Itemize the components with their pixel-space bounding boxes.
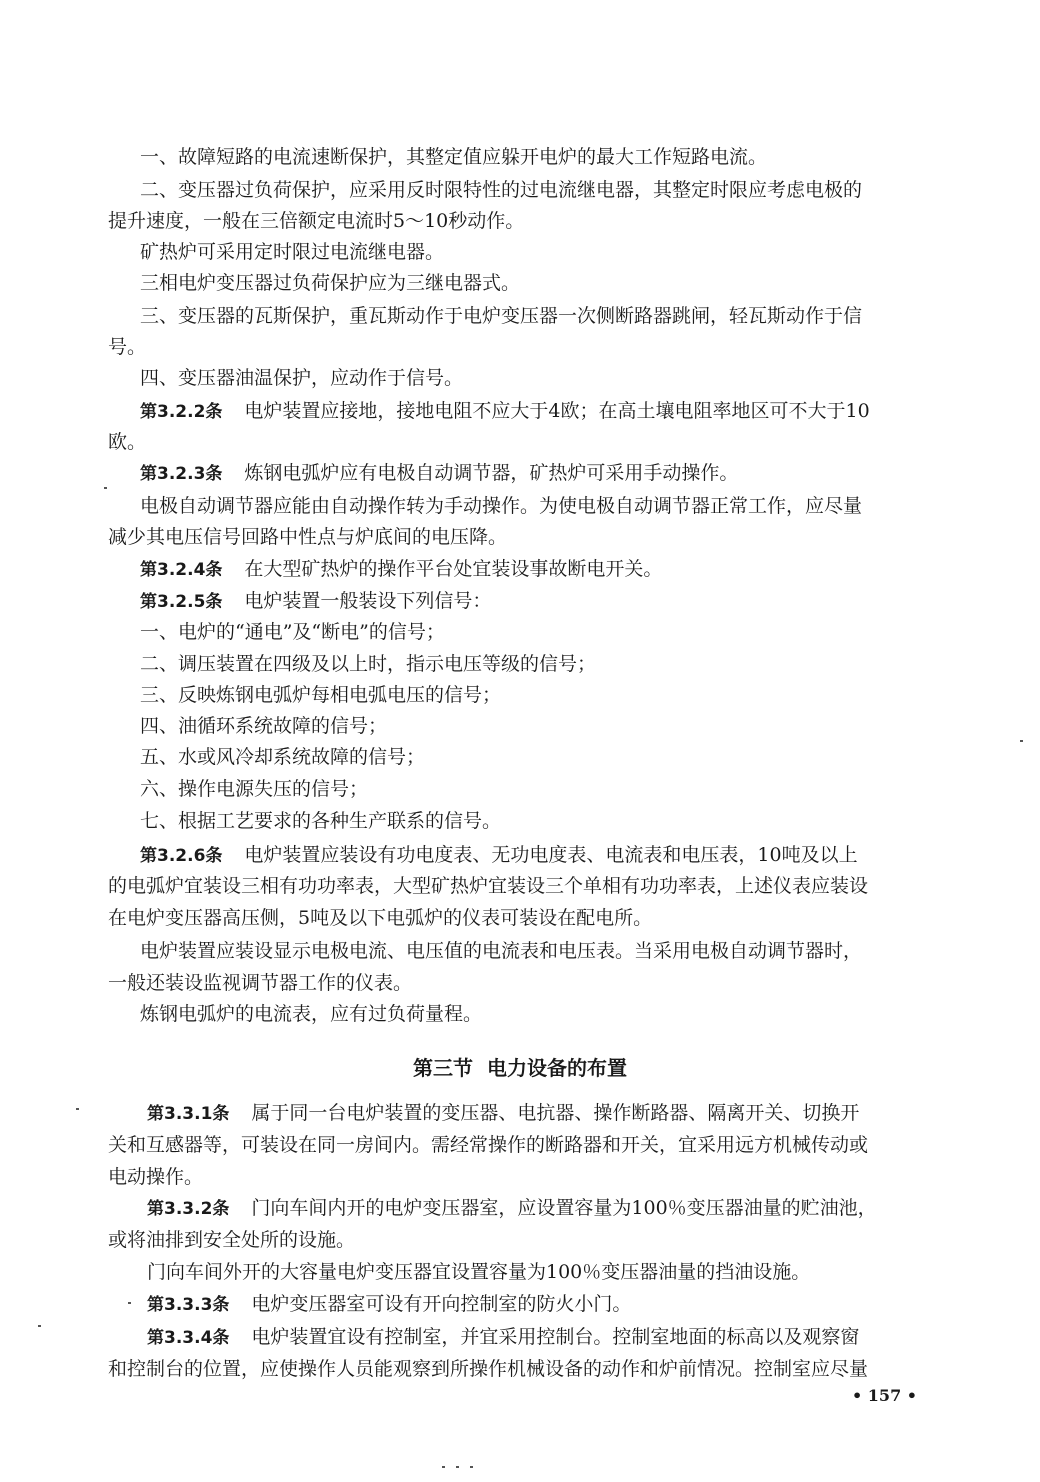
article-number: 第3.2.2条 <box>140 402 223 422</box>
paragraph-line: 二、变压器过负荷保护，应采用反时限特性的过电流继电器，其整定时限应考虑电极的 <box>140 179 863 201</box>
section-heading <box>0 1052 1040 1081</box>
article-line <box>140 459 938 487</box>
scan-speck <box>442 1466 445 1468</box>
scan-speck <box>1020 740 1023 742</box>
scan-speck <box>456 1466 459 1468</box>
article-number: 第3.2.3条 <box>140 464 223 484</box>
article-text: 炼钢电弧炉应有电极自动调节器，矿热炉可采用手动操作。 <box>244 462 739 484</box>
article-line <box>147 1323 938 1351</box>
paragraph-line: 提升速度，一般在三倍额定电流时5～10秒动作。 <box>108 210 525 232</box>
paragraph-line: 电极自动调节器应能由自动操作转为手动操作。为使电极自动调节器正常工作，应尽量 <box>140 495 863 517</box>
list-item: 七、根据工艺要求的各种生产联系的信号。 <box>140 810 502 832</box>
paragraph-line: 和控制台的位置，应使操作人员能观察到所操作机械设备的动作和炉前情况。控制室应尽量 <box>108 1358 869 1380</box>
list-item: 六、操作电源失压的信号； <box>140 778 369 800</box>
article-text: 电炉变压器室可设有开向控制室的防火小门。 <box>251 1293 632 1315</box>
page-number: • 157 • <box>852 1386 917 1405</box>
paragraph-line: 或将油排到安全处所的设施。 <box>108 1229 356 1251</box>
section-number: 第三节 <box>413 1056 473 1080</box>
section-title: 电力设备的布置 <box>487 1056 627 1080</box>
article-number: 第3.3.2条 <box>147 1199 230 1219</box>
article-text: 属于同一台电炉装置的变压器、电抗器、操作断路器、隔离开关、切换开 <box>251 1102 860 1124</box>
article-text: 电炉装置宜设有控制室，并宜采用控制台。控制室地面的标高以及观察窗 <box>251 1326 860 1348</box>
paragraph-line: 减少其电压信号回路中性点与炉底间的电压降。 <box>108 526 508 548</box>
article-text: 电炉装置应装设有功电度表、无功电度表、电流表和电压表，10吨及以上 <box>244 844 858 866</box>
paragraph-line: 三相电炉变压器过负荷保护应为三继电器式。 <box>140 272 521 294</box>
paragraph-line: 矿热炉可采用定时限过电流继电器。 <box>140 241 445 263</box>
paragraph-line: 号。 <box>108 336 147 358</box>
paragraph-line: 一、故障短路的电流速断保护，其整定值应躲开电炉的最大工作短路电流。 <box>140 146 768 168</box>
article-text: 门向车间内开的电炉变压器室，应设置容量为100％变压器油量的贮油池， <box>251 1197 877 1219</box>
article-line <box>140 397 938 425</box>
scan-speck <box>104 487 107 489</box>
paragraph-line: 四、变压器油温保护，应动作于信号。 <box>140 367 464 389</box>
paragraph-line: 三、变压器的瓦斯保护，重瓦斯动作于电炉变压器一次侧断路器跳闸，轻瓦斯动作于信 <box>140 305 863 327</box>
article-number: 第3.2.5条 <box>140 592 223 612</box>
paragraph-line: 欧。 <box>108 431 147 453</box>
article-text: 在大型矿热炉的操作平台处宜装设事故断电开关。 <box>244 558 663 580</box>
article-number: 第3.3.1条 <box>147 1104 230 1124</box>
scan-speck <box>128 1302 131 1304</box>
paragraph-line: 炼钢电弧炉的电流表，应有过负荷量程。 <box>140 1003 483 1025</box>
scan-speck <box>470 1466 473 1468</box>
paragraph-line: 的电弧炉宜装设三相有功功率表，大型矿热炉宜装设三个单相有功功率表，上述仪表应装设 <box>108 875 869 897</box>
paragraph-line: 在电炉变压器高压侧，5吨及以下电弧炉的仪表可装设在配电所。 <box>108 907 653 929</box>
article-number: 第3.3.3条 <box>147 1295 230 1315</box>
list-item: 一、电炉的“通电”及“断电”的信号； <box>140 621 445 643</box>
article-text: 电炉装置应接地，接地电阻不应大于4欧；在高土壤电阻率地区可不大于10 <box>244 400 870 422</box>
paragraph-line: 电炉装置应装设显示电极电流、电压值的电流表和电压表。当采用电极自动调节器时， <box>140 940 863 962</box>
article-number: 第3.2.6条 <box>140 846 223 866</box>
article-text: 电炉装置一般装设下列信号： <box>244 590 492 612</box>
paragraph-line: 一般还装设监视调节器工作的仪表。 <box>108 972 413 994</box>
article-line <box>147 1099 938 1127</box>
article-line <box>140 587 938 615</box>
article-number: 第3.2.4条 <box>140 560 223 580</box>
article-line <box>140 841 938 869</box>
article-number: 第3.3.4条 <box>147 1328 230 1348</box>
list-item: 三、反映炼钢电弧炉每相电弧电压的信号； <box>140 684 502 706</box>
list-item: 四、油循环系统故障的信号； <box>140 715 388 737</box>
paragraph-line: 门向车间外开的大容量电炉变压器宜设置容量为100％变压器油量的挡油设施。 <box>147 1261 811 1283</box>
scan-speck <box>76 1108 79 1110</box>
list-item: 五、水或风冷却系统故障的信号； <box>140 746 426 768</box>
scan-speck <box>38 1325 41 1327</box>
paragraph-line: 关和互感器等，可装设在同一房间内。需经常操作的断路器和开关，宜采用远方机械传动或 <box>108 1134 869 1156</box>
article-line <box>140 555 938 583</box>
paragraph-line: 电动操作。 <box>108 1166 204 1188</box>
list-item: 二、调压装置在四级及以上时，指示电压等级的信号； <box>140 653 597 675</box>
article-line <box>147 1290 938 1318</box>
article-line <box>147 1194 938 1222</box>
